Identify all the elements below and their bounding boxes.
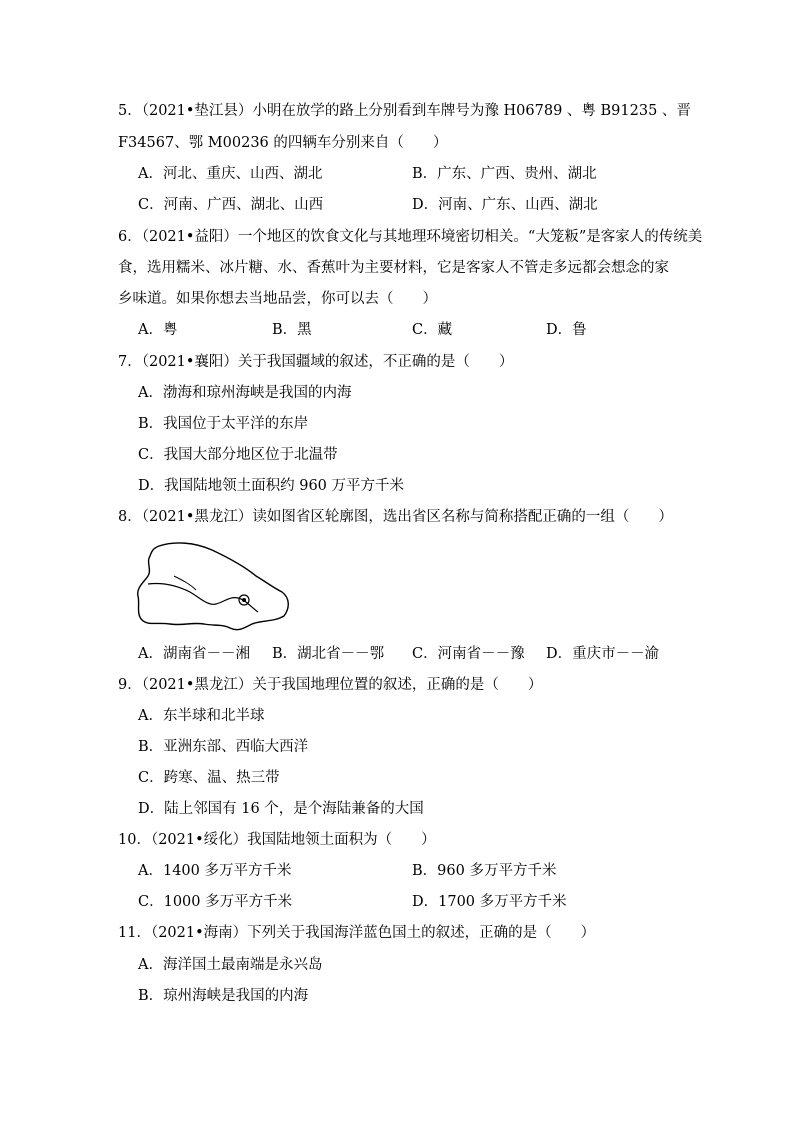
q6-stem-line2: 食，选用糯米、冰片糖、水、香蕉叶为主要材料，它是客家人不管走多远都会想念的家 bbox=[118, 260, 669, 276]
q6-option-d[interactable]: D．鲁 bbox=[546, 322, 587, 338]
q6-option-a[interactable]: A．粤 bbox=[138, 322, 178, 338]
q9-option-c[interactable]: C．跨寒、温、热三带 bbox=[138, 770, 280, 786]
q7-stem: 7．（2021•襄阳）关于我国疆域的叙述，不正确的是（ ） bbox=[118, 354, 514, 370]
q10-option-d[interactable]: D．1700 多万平方千米 bbox=[412, 894, 567, 910]
q6-option-c[interactable]: C．藏 bbox=[412, 322, 453, 338]
q9-option-b[interactable]: B．亚洲东部、西临大西洋 bbox=[138, 739, 309, 755]
q11-stem: 11．（2021•海南）下列关于我国海洋蓝色国土的叙述，正确的是（ ） bbox=[118, 925, 596, 941]
q7-option-b[interactable]: B．我国位于太平洋的东岸 bbox=[138, 416, 309, 432]
q10-option-c[interactable]: C．1000 多万平方千米 bbox=[138, 894, 293, 910]
q5-stem-line2: F34567、鄂 M00236 的四辆车分别来自（ ） bbox=[118, 135, 448, 151]
q11-option-a[interactable]: A．海洋国土最南端是永兴岛 bbox=[138, 957, 323, 973]
q10-stem: 10．（2021•绥化）我国陆地领土面积为（ ） bbox=[118, 832, 436, 848]
q5-stem-line1: 5．（2021•垫江县）小明在放学的路上分别看到车牌号为豫 H06789 、粤 B91235 、晋 bbox=[118, 103, 691, 119]
q7-option-c[interactable]: C．我国大部分地区位于北温带 bbox=[138, 447, 338, 463]
q5-option-c[interactable]: C．河南、广西、湖北、山西 bbox=[138, 197, 324, 213]
q8-option-b[interactable]: B．湖北省－－鄂 bbox=[272, 646, 385, 662]
q8-option-d[interactable]: D．重庆市－－渝 bbox=[546, 646, 660, 662]
q9-stem: 9．（2021•黑龙江）关于我国地理位置的叙述，正确的是（ ） bbox=[118, 677, 543, 693]
q7-option-d[interactable]: D．我国陆地领土面积约 960 万平方千米 bbox=[138, 478, 405, 494]
river-line bbox=[148, 583, 258, 612]
q8-stem: 8．（2021•黑龙江）读如图省区轮廓图，选出省区名称与简称搭配正确的一组（ ） bbox=[118, 509, 673, 525]
q9-option-a[interactable]: A．东半球和北半球 bbox=[138, 708, 265, 724]
q8-option-a[interactable]: A．湖南省－－湘 bbox=[138, 646, 250, 662]
q6-option-b[interactable]: B．黑 bbox=[272, 322, 312, 338]
tributary-line bbox=[174, 576, 196, 590]
q6-stem-line3: 乡味道。如果你想去当地品尝，你可以去（ ） bbox=[118, 291, 437, 307]
q5-option-d[interactable]: D．河南、广东、山西、湖北 bbox=[412, 197, 598, 213]
province-outline-map bbox=[134, 536, 294, 634]
q7-option-a[interactable]: A．渤海和琼州海峡是我国的内海 bbox=[138, 385, 352, 401]
q5-option-b[interactable]: B．广东、广西、贵州、湖北 bbox=[412, 166, 597, 182]
outline-path bbox=[138, 543, 289, 630]
q6-stem-line1: 6．（2021•益阳）一个地区的饮食文化与其地理环境密切相关。“大笼粄”是客家人的传统美 bbox=[118, 229, 703, 245]
q8-option-c[interactable]: C．河南省－－豫 bbox=[412, 646, 525, 662]
q5-option-a[interactable]: A．河北、重庆、山西、湖北 bbox=[138, 166, 323, 182]
q9-option-d[interactable]: D．陆上邻国有 16 个，是个海陆兼备的大国 bbox=[138, 801, 424, 817]
capital-marker-dot bbox=[242, 598, 246, 602]
q10-option-a[interactable]: A．1400 多万平方千米 bbox=[138, 863, 292, 879]
q10-option-b[interactable]: B．960 多万平方千米 bbox=[412, 863, 557, 879]
q11-option-b[interactable]: B．琼州海峡是我国的内海 bbox=[138, 988, 309, 1004]
